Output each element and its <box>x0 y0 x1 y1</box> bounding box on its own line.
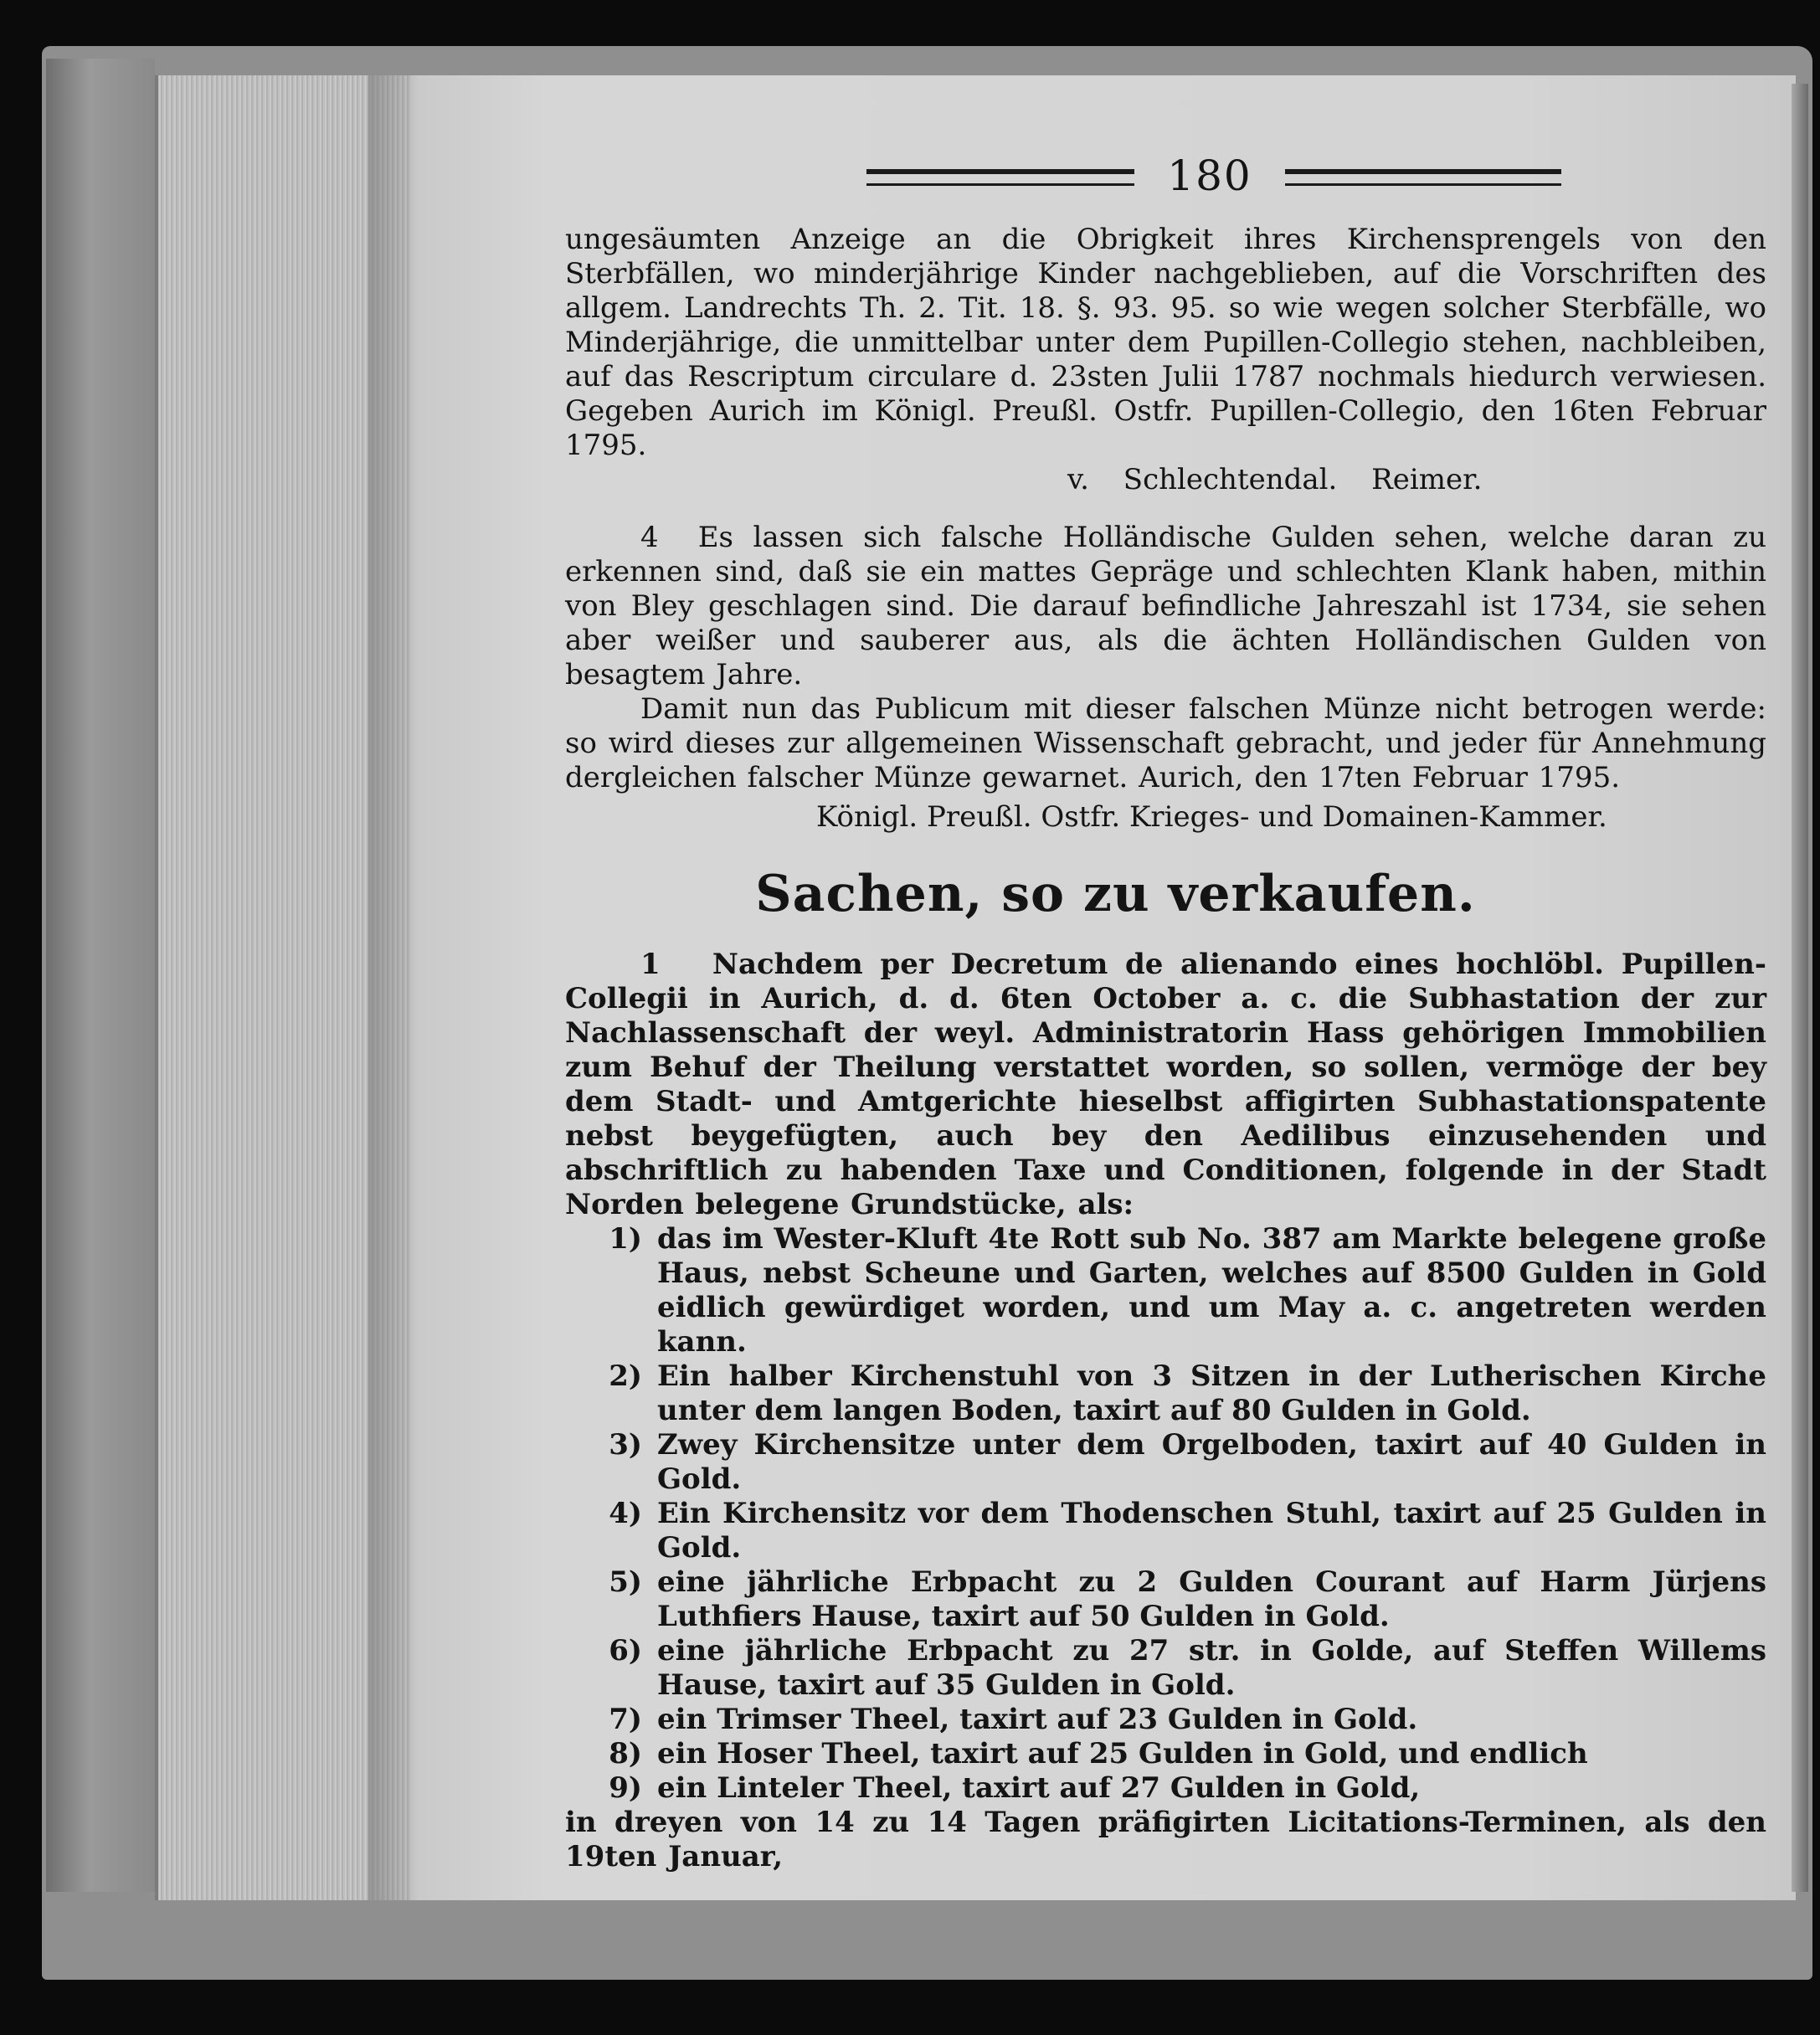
item-number: 5) <box>609 1565 642 1599</box>
page-gutter-shadow <box>368 75 419 1900</box>
list-item <box>565 1634 1766 1703</box>
list-item <box>565 1359 1766 1428</box>
item-number: 7) <box>609 1703 642 1736</box>
item-text: Ein Kirchensitz vor dem Thodenschen Stuhl, taxirt auf 25 Gulden in Gold. <box>657 1497 1766 1565</box>
item-text: ein Trimser Theel, taxirt auf 23 Gulden in Gold. <box>657 1703 1418 1736</box>
item-number: 4) <box>609 1497 642 1530</box>
signatures: v. Schlechtendal. Reimer. <box>1067 463 1483 496</box>
section-heading: Sachen, so zu verkaufen. <box>755 865 1476 923</box>
page-header <box>565 151 1766 218</box>
item-number: 3) <box>609 1428 642 1462</box>
notice-4-paragraph-1 <box>565 521 1766 692</box>
item-text: Zwey Kirchensitze unter dem Orgelboden, taxirt auf 40 Gulden in Gold. <box>657 1428 1766 1496</box>
list-item <box>565 1771 1766 1806</box>
sale-notice-intro <box>565 948 1766 1222</box>
item-text: eine jährliche Erbpacht zu 2 Gulden Courant auf Harm Jürjens Luthfiers Hause, taxirt auf 50 Gulden in Gold. <box>657 1565 1766 1633</box>
sale-notice-number: 1 <box>640 948 661 981</box>
header-rule-left <box>866 169 1134 186</box>
item-text: ein Hoser Theel, taxirt auf 25 Gulden in Gold, und endlich <box>657 1737 1588 1770</box>
item-text: eine jährliche Erbpacht zu 27 str. in Golde, auf Steffen Willems Hause, taxirt auf 35 Gulden in Gold. <box>657 1634 1766 1702</box>
item-text: das im Wester-Kluft 4te Rott sub No. 387 am Markte belegene große Haus, nebst Scheune und Garten, welches auf 8500 Gulden in Gold eidlich gewürdiget worden, und um May a. c. angetreten werden kann. <box>657 1222 1766 1359</box>
list-item <box>565 1497 1766 1565</box>
list-item <box>565 1737 1766 1771</box>
list-item <box>565 1428 1766 1497</box>
item-number: 9) <box>609 1771 642 1805</box>
notice-4-issuer: Königl. Preußl. Ostfr. Krieges- und Domainen-Kammer. <box>816 800 1607 834</box>
page-text-block <box>565 151 1766 1874</box>
list-item <box>565 1565 1766 1634</box>
item-number: 1) <box>609 1222 642 1256</box>
header-rule-right <box>1285 169 1561 186</box>
notice-4-number: 4 <box>640 521 659 554</box>
book-cover-edge <box>46 59 155 1892</box>
item-number: 6) <box>609 1634 642 1668</box>
notice-4-paragraph-2: Damit nun das Publicum mit dieser falschen Münze nicht betrogen werde: so wird dieses zur allgemeinen Wissenschaft gebracht, und jeder für Annehmung dergleichen falscher Münze gewarnet. Aurich, den 17ten Februar 1795. <box>565 692 1766 794</box>
list-item <box>565 1222 1766 1359</box>
page-number: 180 <box>1167 152 1252 200</box>
page-right-edge <box>1792 84 1808 1892</box>
item-number: 8) <box>609 1737 642 1770</box>
item-text: Ein halber Kirchenstuhl von 3 Sitzen in der Lutherischen Kirche unter dem langen Boden, taxirt auf 80 Gulden in Gold. <box>657 1359 1766 1427</box>
sale-items-list <box>565 1222 1766 1806</box>
list-item <box>565 1703 1766 1737</box>
opening-paragraph: ungesäumten Anzeige an die Obrigkeit ihres Kirchensprengels von den Sterbfällen, wo minderjährige Kinder nachgeblieben, auf die Vorschriften des allgem. Landrechts Th. 2. Tit. 18. §. 93. 95. so wie wegen solcher Sterbfälle, wo Minderjährige, die unmittelbar unter dem Pupillen-Collegio stehen, nachbleiben, auf das Rescriptum circulare d. 23sten Julii 1787 nochmals hiedurch verwiesen. Gegeben Aurich im Königl. Preußl. Ostfr. Pupillen-Collegio, den 16ten Februar 1795. <box>565 223 1766 462</box>
item-number: 2) <box>609 1359 642 1393</box>
item-text: ein Linteler Theel, taxirt auf 27 Gulden in Gold, <box>657 1771 1421 1805</box>
notice-4-text: Es lassen sich falsche Holländische Gulden sehen, welche daran zu erkennen sind, daß sie ein mattes Gepräge und schlechten Klank haben, mithin von Bley geschlagen sind. Die darauf befindliche Jahreszahl ist 1734, sie sehen aber weißer und sauberer aus, als die ächten Holländischen Gulden von besagtem Jahre. <box>565 521 1766 691</box>
sale-notice-closing: in dreyen von 14 zu 14 Tagen präfigirten Licitations-Terminen, als den 19ten Januar, <box>565 1806 1766 1873</box>
sale-notice-intro-text: Nachdem per Decretum de alienando eines hochlöbl. Pupillen-Collegii in Aurich, d. d. 6ten October a. c. die Subhastation der zur Nachlassenschaft der weyl. Administratorin Hass gehörigen Immobilien zum Behuf der Theilung verstattet worden, so sollen, vermöge der bey dem Stadt- und Amtgerichte hieselbst affigirten Subhastationspatente nebst beygefügten, auch bey den Aedilibus einzusehenden und abschriftlich zu habenden Taxe und Conditionen, folgende in der Stadt Norden belegene Grundstücke, als: <box>565 948 1766 1221</box>
